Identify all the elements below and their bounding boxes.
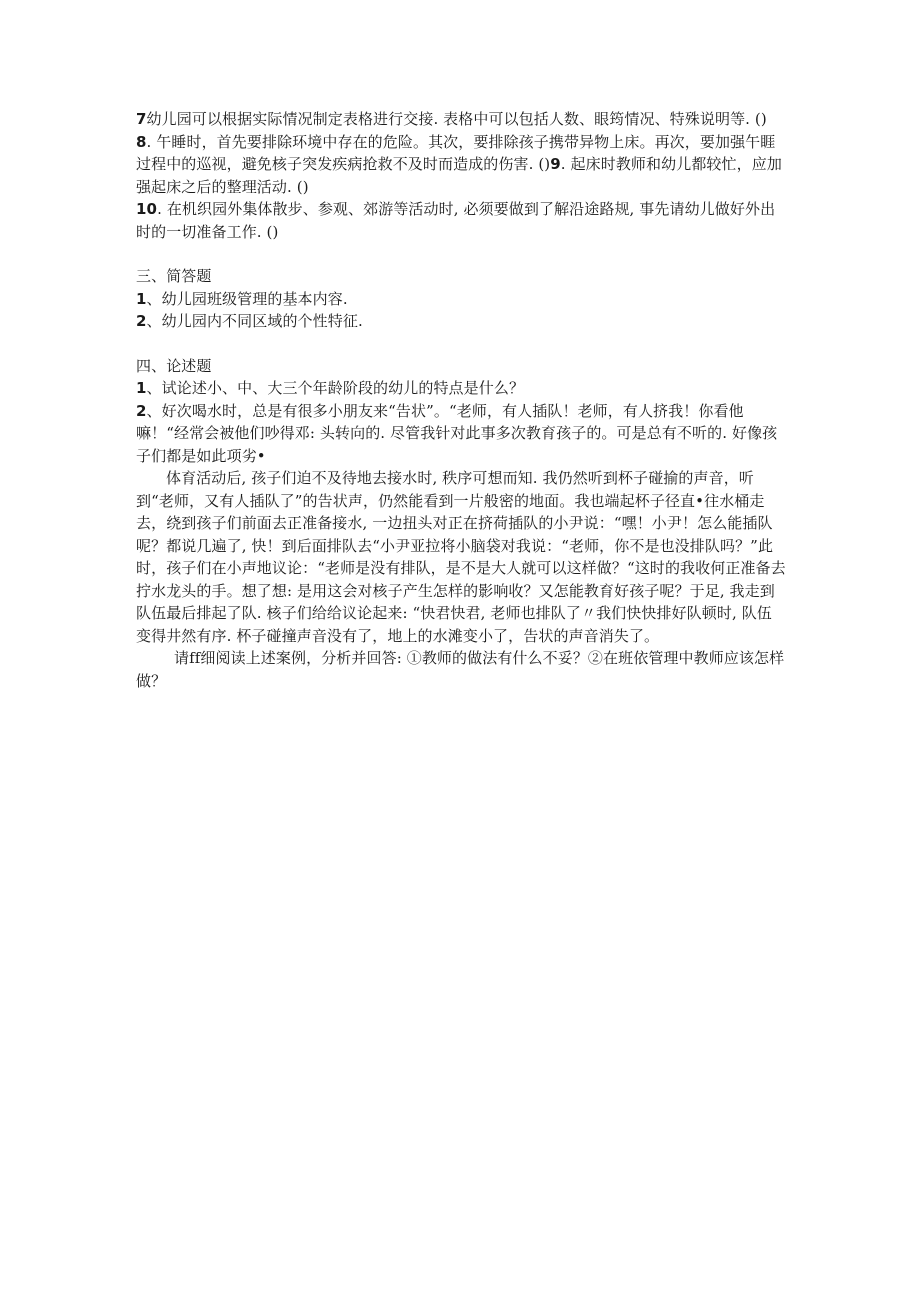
question-text: . 在机织园外集体散步、参观、郊游等活动时, 必须要做到了解沿途路规, 事先请幼儿做好外出时的一切准备工作. () xyxy=(136,200,776,241)
document-page xyxy=(136,108,786,692)
question-text: 幼儿园可以根据实际情况制定表格进行交接. 表格中可以包括人数、眼筠情况、特殊说明等. () xyxy=(146,110,767,128)
essay-item-1 xyxy=(136,377,786,400)
spacer xyxy=(136,333,786,355)
case-question-paragraph: 请ff细阅读上述案例，分析并回答: ①教师的做法有什么不妥？②在班依管理中教师应该怎样做？ xyxy=(136,649,785,690)
short-answer-section-title: 三、简答题 xyxy=(136,267,212,285)
item-number: 1 xyxy=(136,379,147,397)
short-answer-item-1 xyxy=(136,288,786,311)
item-text: 、幼儿园内不同区域的个性特征. xyxy=(146,312,363,330)
item-number: 2 xyxy=(136,312,147,330)
question-text: . 起床时教师和幼儿都较忙，应加强起床之后的整理活动. () xyxy=(136,155,782,196)
item-text: 、好次喝水时，总是有很多小朋友来“告状”。“老师，有人插队！老师，有人挤我！你看他嘛！“经常会被他们吵得邓: 头转向的. 尽管我针对此事多次教育孩子的。可是总有不听的. 好像孩子们都是如此项劣• xyxy=(136,401,778,465)
item-number: 1 xyxy=(136,289,147,308)
question-number: 10 xyxy=(136,200,158,218)
question-number: 9 xyxy=(550,155,561,173)
judgement-question-10 xyxy=(136,198,786,243)
question-number: 7 xyxy=(136,110,147,128)
item-text: 、试论述小、中、大三个年龄阶段的幼儿的特点是什么？ xyxy=(146,379,525,397)
spacer xyxy=(136,243,786,265)
short-answer-item-2 xyxy=(136,310,786,333)
item-number: 2 xyxy=(136,401,147,420)
question-text: . 午睡时，首先要排除环境中存在的危险。其次，要排除孩子携带异物上床。再次，要加强午睚过程中的巡视，避免核子突发疾病抢救不及时而造成的伤害. () xyxy=(136,132,776,173)
question-number: 8 xyxy=(136,132,147,151)
essay-item-2 xyxy=(136,400,786,468)
item-text: 、幼儿园班级管理的基本内容. xyxy=(146,289,348,308)
case-paragraph: 体育活动后, 孩子们迫不及待地去接水时, 秩序可想而知. 我仍然听到杯子碰揄的声音，听到“老师，又有人插队了”的告状声，仍然能看到一片般密的地面。我也端起杯子径直•往水桶走去，绕到孩子们前面去正准备接水, 一边扭头对正在挤荷插队的小尹说：“嘿！小尹！怎么能插队呢？都说几遍了, 快！到后面排队去“小尹亚拉将小脑袋对我说：“老师，你不是也没排队吗？”此时，孩子们在小声地议论：“老师是没有排队，是不是大人就可以这样做？“这时的我收何正准备去拧水龙头的手。想了想: 是用这会对核子产生怎样的影响收？又怎能教育好孩子呢？于足, 我走到队伍最后排起了队. 核子们给给议论起来: “快君快君, 老师也排队了〃我们快快排好队顿时, 队伍变得井然有序. 杯子碰撞声音没有了，地上的水滩变小了，告状的声音消失了。 xyxy=(136,469,786,645)
essay-section-title: 四、论述题 xyxy=(136,356,212,375)
judgement-question-8-9 xyxy=(136,131,786,199)
judgement-question-7 xyxy=(136,108,786,131)
